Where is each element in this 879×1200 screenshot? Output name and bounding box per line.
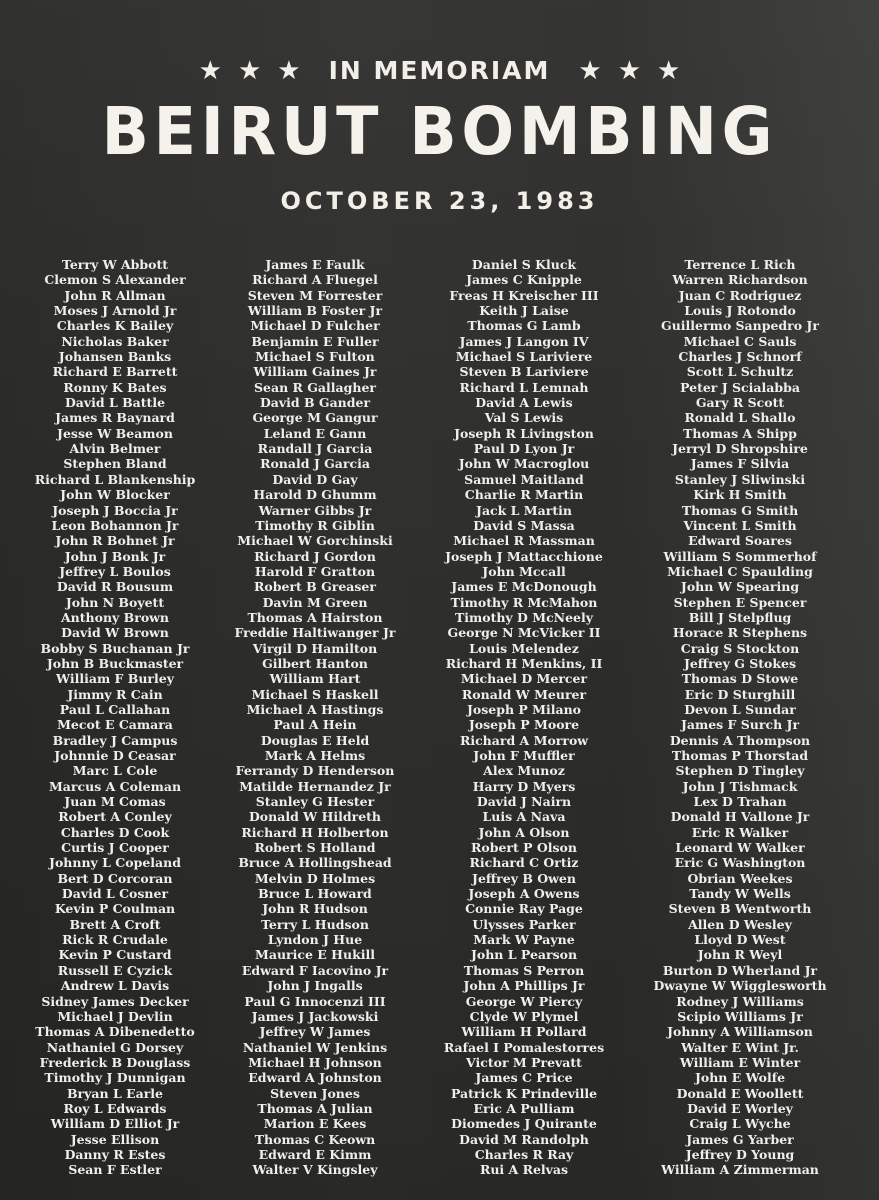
memorial-name: Mecot E Camara — [57, 717, 173, 733]
star-icon: ★ — [277, 55, 301, 85]
star-icon: ★ — [617, 55, 642, 85]
memorial-name: Moses J Arnold Jr — [53, 303, 177, 319]
memorial-name: Michael S Fulton — [255, 349, 375, 365]
memorial-name: Joseph A Owens — [468, 886, 580, 902]
memorial-name: Johnnie D Ceasar — [54, 748, 176, 763]
names-column-1 — [15, 257, 215, 1178]
memorial-name: Richard C Ortiz — [469, 855, 579, 871]
memorial-name: Tandy W Wells — [689, 886, 791, 902]
memorial-name: Stanley J Sliwinski — [674, 471, 806, 487]
memorial-name: Timothy J Dunnigan — [44, 1070, 186, 1086]
memorial-name: Donald H Vallone Jr — [670, 809, 810, 825]
memorial-name: Thomas C Keown — [254, 1131, 376, 1147]
memorial-name: Paul D Lyon Jr — [473, 441, 575, 457]
memorial-name: John L Pearson — [470, 947, 578, 963]
memorial-name: Timothy R McMahon — [450, 594, 598, 610]
memorial-name: Bruce A Hollingshead — [238, 855, 392, 871]
memorial-name: Sean R Gallagher — [254, 379, 376, 395]
memorial-name: William S Sommerhof — [663, 548, 817, 564]
memorial-name: Jeffrey W James — [259, 1024, 371, 1040]
memorial-name: Donald W Hildreth — [248, 809, 382, 825]
memorial-name: Thomas G Lamb — [467, 318, 581, 334]
memorial-name: Bradley J Campus — [52, 732, 178, 748]
memorial-name: Jimmy R Cain — [67, 686, 163, 702]
memorial-name: Douglas E Held — [260, 732, 370, 748]
memorial-date: OCTOBER 23, 1983 — [280, 187, 599, 215]
memorial-name: David D Gay — [272, 471, 358, 487]
memorial-name: Jeffrey B Owen — [472, 870, 576, 886]
memorial-name: Joseph R Livingston — [454, 425, 594, 441]
memorial-name: Nicholas Baker — [61, 333, 169, 349]
memorial-name: Charlie R Martin — [464, 487, 584, 503]
memorial-name: Thomas D Stowe — [681, 671, 799, 687]
memorial-name: Jeffrey L Boulos — [59, 563, 171, 579]
left-stars — [199, 57, 301, 83]
memorial-name: Thomas A Hairston — [247, 609, 383, 625]
memorial-name: David L Cosner — [61, 886, 169, 902]
memorial-name: Steven Jones — [270, 1085, 360, 1101]
memorial-name: Eric R Walker — [691, 824, 789, 840]
memorial-name: Patrick K Prindeville — [450, 1085, 598, 1101]
star-icon: ★ — [578, 55, 602, 85]
memorial-name: Randall J Garcia — [257, 441, 373, 457]
memorial-name: John W Blocker — [60, 487, 170, 503]
memorial-name: Thomas G Smith — [681, 502, 799, 518]
memorial-name: Richard L Lemnah — [459, 379, 589, 395]
memorial-name: Lloyd D West — [694, 932, 786, 948]
memorial-name: Brett A Croft — [69, 916, 161, 932]
memorial-name: Luis A Nava — [482, 809, 566, 825]
memorial-name: William Hart — [269, 671, 361, 687]
memorial-name: Joseph P Milano — [466, 701, 582, 717]
memorial-name: William H Pollard — [461, 1024, 587, 1040]
memorial-name: Gary R Scott — [695, 395, 785, 411]
memorial-name: James G Yarber — [686, 1131, 794, 1147]
memorial-name: Michael H Johnson — [248, 1054, 382, 1070]
memorial-name: Michael C Spaulding — [667, 563, 813, 579]
memorial-name: Louis J Rotondo — [684, 303, 796, 319]
memorial-name: Jeffrey G Stokes — [683, 655, 797, 671]
memorial-name: Robert S Holland — [254, 840, 376, 856]
memorial-name: Juan M Comas — [64, 794, 166, 810]
memorial-name: David W Brown — [61, 625, 169, 641]
memorial-name: Marc L Cole — [72, 763, 158, 779]
memorial-name: David L Battle — [64, 395, 166, 411]
memorial-name: Louis Melendez — [469, 640, 579, 656]
memorial-name: Michael A Hastings — [246, 701, 384, 717]
memorial-name: Lyndon J Hue — [267, 932, 363, 948]
memorial-name: James C Knipple — [466, 272, 582, 288]
memorial-name: David B Gander — [259, 395, 371, 411]
memorial-name: Stanley G Hester — [255, 794, 375, 810]
memorial-name: Thomas P Thorstad — [671, 748, 809, 763]
memorial-name: Edward F Iacovino Jr — [241, 962, 389, 978]
memorial-name: Horace R Stephens — [672, 625, 808, 641]
memorial-name: Richard J Gordon — [254, 548, 376, 564]
memorial-name: Samuel Maitland — [464, 471, 584, 487]
memorial-name: Eric D Sturghill — [684, 686, 796, 702]
memorial-name: Connie Ray Page — [465, 901, 583, 917]
subtitle: IN MEMORIAM — [328, 55, 551, 85]
memorial-name: Timothy D McNeely — [454, 609, 594, 625]
memorial-name: Joseph J Mattacchione — [445, 548, 603, 564]
memorial-name: David E Worley — [687, 1100, 793, 1116]
memorial-name: Michael R Massman — [453, 533, 595, 549]
memorial-name: David R Bousum — [56, 579, 174, 595]
memorial-name: Benjamin E Fuller — [251, 333, 379, 349]
memorial-name: Gilbert Hanton — [262, 655, 368, 671]
memorial-name: Scott L Schultz — [686, 364, 794, 380]
memorial-name: Richard L Blankenship — [34, 471, 196, 487]
memorial-name: James C Price — [475, 1070, 573, 1086]
memorial-name: Michael W Gorchinski — [237, 533, 393, 549]
memorial-name: Michael S Haskell — [251, 686, 379, 702]
memorial-name: Warren Richardson — [672, 272, 808, 288]
memorial-name: William F Burley — [56, 671, 174, 687]
memorial-name: Kirk H Smith — [693, 487, 787, 503]
memorial-name: David M Randolph — [459, 1131, 589, 1147]
memorial-name: Harold F Gratton — [254, 563, 376, 579]
memorial-name: Rafael I Pomalestorres — [443, 1039, 605, 1055]
memorial-name: George M Gangur — [252, 410, 378, 426]
memorial-name: Anthony Brown — [60, 609, 170, 625]
memorial-name: James J Jackowski — [251, 1008, 379, 1024]
memorial-name: Maurice E Hukill — [255, 947, 375, 963]
memorial-name: Clemon S Alexander — [44, 272, 186, 288]
memorial-name: Marcus A Coleman — [48, 778, 182, 794]
memorial-name: Michael J Devlin — [57, 1008, 173, 1024]
memorial-name: James F Surch Jr — [680, 717, 800, 733]
memorial-name: Steven B Lariviere — [459, 364, 589, 380]
memorial-name: Richard H Menkins, II — [445, 655, 603, 671]
names-column-3 — [424, 257, 624, 1178]
memorial-name: Thomas S Perron — [463, 962, 585, 978]
memorial-name: James E Faulk — [265, 257, 365, 272]
memorial-name: Bill J Stelpflug — [688, 609, 792, 625]
memorial-name: John Mccall — [482, 563, 566, 579]
memorial-name: Sidney James Decker — [41, 993, 189, 1009]
memorial-name: Thomas A Julian — [257, 1100, 373, 1116]
memorial-name: Bryan L Earle — [66, 1085, 163, 1101]
memorial-name: Michael D Mercer — [460, 671, 588, 687]
memorial-name: Ulysses Parker — [472, 916, 576, 932]
memorial-name: Edward Soares — [688, 533, 792, 549]
memorial-name: John A Phillips Jr — [463, 978, 585, 994]
memorial-name: Dwayne W Wigglesworth — [653, 978, 827, 994]
memorial-name: Richard A Fluegel — [252, 272, 378, 288]
memorial-name: Steven M Forrester — [247, 287, 383, 303]
memorial-name: Richard H Holberton — [241, 824, 389, 840]
memorial-name: Terrence L Rich — [684, 257, 796, 272]
memorial-name: Davin M Green — [262, 594, 368, 610]
memorial-name: Devon L Sundar — [684, 701, 796, 717]
memorial-name: Russell E Cyzick — [57, 962, 173, 978]
memorial-name: William B Foster Jr — [247, 303, 383, 319]
memorial-name: Burton D Wherland Jr — [662, 962, 818, 978]
memorial-name: Diomedes J Quirante — [451, 1116, 597, 1132]
memorial-name: Paul G Innocenzi III — [244, 993, 386, 1009]
memorial-name: Warner Gibbs Jr — [258, 502, 372, 518]
star-icon: ★ — [237, 55, 262, 85]
memorial-name: Johansen Banks — [58, 349, 172, 365]
memorial-name: Harold D Ghumm — [253, 487, 377, 503]
memorial-name: Freddie Haltiwanger Jr — [234, 625, 396, 641]
memorial-name: Harry D Myers — [472, 778, 576, 794]
memorial-name: Timothy R Giblin — [255, 517, 375, 533]
memorial-name: Edward E Kimm — [258, 1146, 372, 1162]
memorial-name: Ronald L Shallo — [684, 410, 796, 426]
memorial-name: Daniel S Kluck — [471, 257, 577, 272]
memorial-name: Ferrandy D Henderson — [235, 763, 395, 779]
memorial-name: Rick R Crudale — [62, 932, 168, 948]
memorial-name: Victor M Prevatt — [466, 1054, 582, 1070]
memorial-name: Mark W Payne — [473, 932, 575, 948]
memorial-name: Val S Lewis — [484, 410, 564, 426]
memorial-name: Freas H Kreischer III — [449, 287, 599, 303]
memorial-name: James E McDonough — [451, 579, 597, 595]
memorial-name: Edward A Johnston — [248, 1070, 382, 1086]
memorial-name: Charles R Ray — [474, 1146, 574, 1162]
memorial-name: Bruce L Howard — [258, 886, 372, 902]
memorial-name: John R Bohnet Jr — [55, 533, 175, 549]
memorial-name: Michael S Lariviere — [455, 349, 593, 365]
memorial-name: James R Baynard — [55, 410, 175, 426]
memorial-name: Thomas A Dibenedetto — [35, 1024, 195, 1040]
memorial-name: Danny R Estes — [64, 1146, 166, 1162]
memorial-name: Lex D Trahan — [693, 794, 787, 810]
memorial-name: Joseph J Boccia Jr — [52, 502, 178, 518]
memorial-name: Nathaniel G Dorsey — [46, 1039, 184, 1055]
memorial-name: William D Elliot Jr — [50, 1116, 180, 1132]
memorial-name: Stephen Bland — [63, 456, 167, 472]
memorial-name: Craig S Stockton — [680, 640, 800, 656]
memorial-name: Rui A Relvas — [479, 1162, 569, 1178]
memorial-name: Alvin Belmer — [69, 441, 161, 457]
memorial-name: Robert B Greaser — [254, 579, 376, 595]
memorial-name: William A Zimmerman — [661, 1162, 819, 1178]
memorial-name: Jerryl D Shropshire — [672, 441, 808, 457]
memorial-name: James J Langon IV — [459, 333, 589, 349]
memorial-name: Andrew L Davis — [60, 978, 170, 994]
memorial-name: Roy L Edwards — [63, 1100, 167, 1116]
memorial-name: Curtis J Cooper — [61, 840, 169, 856]
memorial-name: William E Winter — [679, 1054, 801, 1070]
memorial-name: Thomas A Shipp — [683, 425, 797, 441]
memorial-name: Bobby S Buchanan Jr — [40, 640, 190, 656]
memorial-name: Jeffrey D Young — [685, 1146, 795, 1162]
memorial-name: David J Nairn — [476, 794, 572, 810]
memorial-name: Obrian Weekes — [687, 870, 793, 886]
names-column-2 — [215, 257, 415, 1178]
memorial-name: Paul A Hein — [273, 717, 357, 733]
memorial-name: Donald E Woollett — [676, 1085, 804, 1101]
memorial-name: Guillermo Sanpedro Jr — [661, 318, 819, 334]
memorial-name: John R Hudson — [262, 901, 368, 917]
memorial-name: Johnny A Williamson — [667, 1024, 813, 1040]
memorial-name: Paul L Callahan — [59, 701, 171, 717]
memorial-name: Leon Bohannon Jr — [51, 517, 179, 533]
memorial-name: John E Wolfe — [694, 1070, 786, 1086]
memorial-name: David S Massa — [473, 517, 575, 533]
star-icon: ★ — [198, 55, 222, 85]
memorial-name: James F Silvia — [690, 456, 790, 472]
memorial-name: Charles J Schnorf — [678, 349, 802, 365]
memorial-name: Charles D Cook — [60, 824, 170, 840]
page-title: BEIRUT BOMBING — [101, 93, 778, 170]
memorial-name: John J Bonk Jr — [64, 548, 166, 564]
memorial-name: Walter V Kingsley — [252, 1162, 378, 1178]
memorial-name: David A Lewis — [475, 395, 573, 411]
memorial-name: Kevin P Custard — [58, 947, 172, 963]
memorial-name: Steven B Wentworth — [668, 901, 812, 917]
memorial-name: Jesse W Beamon — [57, 425, 173, 441]
memorial-name: Ronald J Garcia — [260, 456, 370, 472]
memorial-name: Frederick B Douglass — [39, 1054, 191, 1070]
memorial-name: Johnny L Copeland — [49, 855, 181, 871]
memorial-name: Stephen D Tingley — [675, 763, 805, 779]
memorial-name: John W Spearing — [680, 579, 800, 595]
memorial-name: Nathaniel W Jenkins — [242, 1039, 388, 1055]
memorial-name: Stephen E Spencer — [673, 594, 807, 610]
memorial-name: Charles K Bailey — [56, 318, 174, 334]
memorial-name: William Gaines Jr — [253, 364, 377, 380]
memorial-name: John J Ingalls — [267, 978, 363, 994]
memorial-name: Bert D Corcoran — [57, 870, 173, 886]
memorial-name: Walter E Wint Jr. — [681, 1039, 799, 1055]
memorial-name: Ronny K Bates — [63, 379, 167, 395]
memorial-name: Melvin D Holmes — [254, 870, 376, 886]
memorial-name: Joseph P Moore — [468, 717, 580, 733]
memorial-name: Sean F Estler — [68, 1162, 162, 1178]
memorial-name: Marion E Kees — [263, 1116, 367, 1132]
memorial-name: John B Buckmaster — [46, 655, 184, 671]
memorial-name: Robert P Olson — [471, 840, 577, 856]
memorial-name: John W Macroglou — [458, 456, 590, 472]
memorial-name: Dennis A Thompson — [669, 732, 811, 748]
memorial-name: George N McVicker II — [447, 625, 601, 641]
memorial-name: Eric G Washington — [674, 855, 806, 871]
memorial-name: Jack L Martin — [476, 502, 572, 518]
memorial-name: George W Piercy — [465, 993, 583, 1009]
star-icon: ★ — [657, 55, 681, 85]
memorial-name: Mark A Helms — [264, 748, 366, 763]
memorial-name: Matilde Hernandez Jr — [239, 778, 391, 794]
memorial-name: Allen D Wesley — [688, 916, 792, 932]
memorial-name: John J Tishmack — [682, 778, 798, 794]
memorial-name: Richard E Barrett — [52, 364, 178, 380]
memorial-name: Ronald W Meurer — [461, 686, 587, 702]
memorial-name: John N Boyett — [65, 594, 165, 610]
memorial-name: Eric A Pulliam — [473, 1100, 575, 1116]
memorial-name: Juan C Rodriguez — [678, 287, 802, 303]
memorial-name: Terry L Hudson — [261, 916, 369, 932]
memorial-name: Alex Munoz — [483, 763, 565, 779]
memorial-name: Scipio Williams Jr — [677, 1008, 803, 1024]
memorial-name: John A Olson — [478, 824, 570, 840]
memorial-name: Richard A Morrow — [459, 732, 589, 748]
memorial-name: Peter J Scialabba — [680, 379, 800, 395]
memorial-name: John R Allman — [64, 287, 166, 303]
memorial-name: Michael C Sauls — [683, 333, 797, 349]
memorial-name: Clyde W Plymel — [469, 1008, 579, 1024]
memorial-name: Terry W Abbott — [61, 257, 169, 272]
subtitle-row — [0, 50, 879, 90]
memorial-name: Keith J Laise — [479, 303, 569, 319]
memorial-name: Jesse Ellison — [70, 1131, 160, 1147]
memorial-name: Leonard W Walker — [675, 840, 805, 856]
memorial-name: Robert A Conley — [58, 809, 172, 825]
memorial-name: Leland E Gann — [263, 425, 367, 441]
memorial-name: Kevin P Coulman — [54, 901, 176, 917]
names-column-4 — [640, 257, 840, 1178]
memorial-name: Virgil D Hamilton — [252, 640, 378, 656]
right-stars — [578, 57, 680, 83]
memorial-name: Vincent L Smith — [683, 517, 797, 533]
memorial-name: Rodney J Williams — [676, 993, 804, 1009]
memorial-name: Michael D Fulcher — [250, 318, 380, 334]
memorial-name: John F Muffler — [473, 748, 575, 763]
memorial-name: John R Weyl — [697, 947, 783, 963]
memorial-name: Craig L Wyche — [689, 1116, 791, 1132]
